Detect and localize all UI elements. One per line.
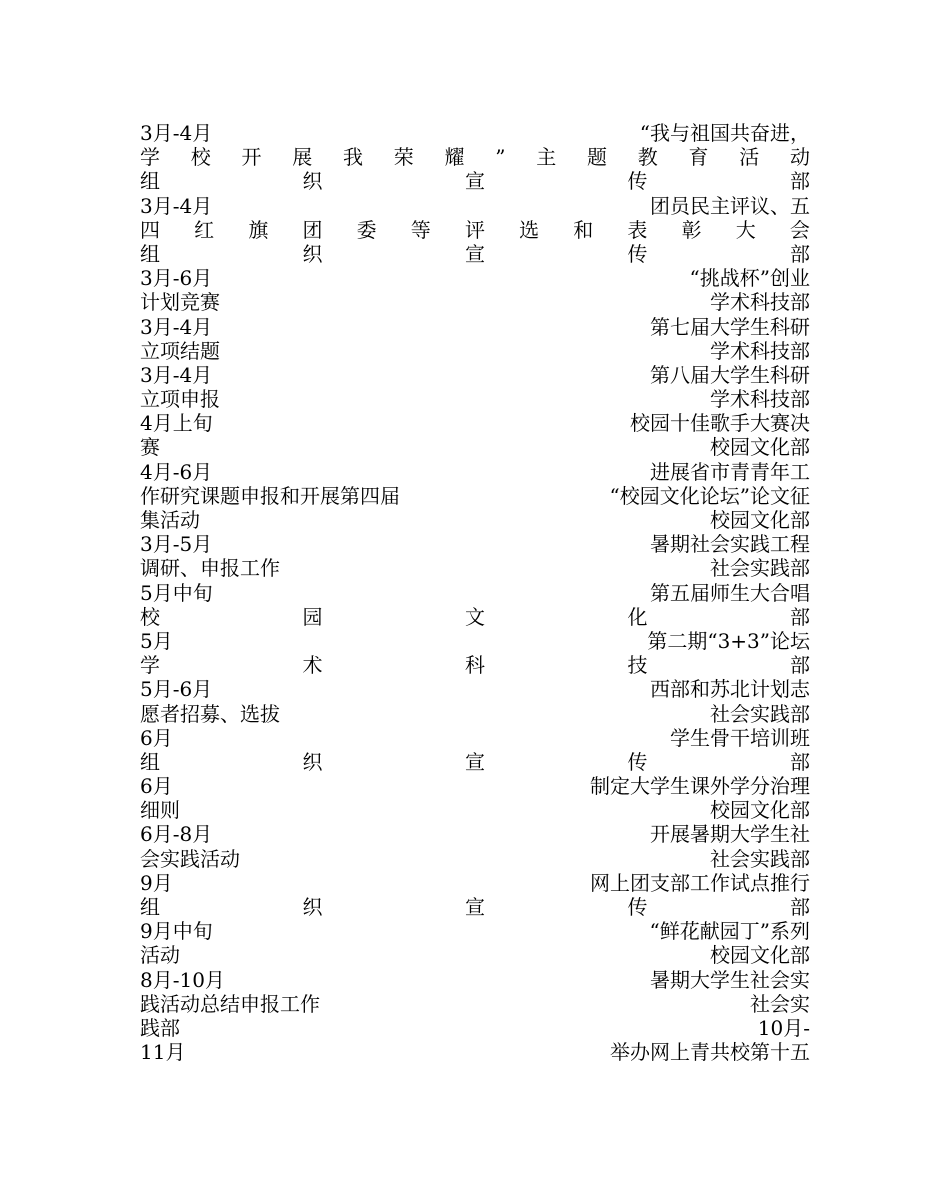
document-body xyxy=(140,121,810,1064)
justified-char: 织 xyxy=(302,241,323,266)
line-left-text: 践部 xyxy=(140,1015,180,1040)
text-line xyxy=(140,145,810,169)
justified-char: 开 xyxy=(241,145,262,170)
text-line xyxy=(140,677,810,701)
line-right-text: 第七届大学生科研 xyxy=(650,314,810,339)
justified-char: 部 xyxy=(790,604,810,629)
line-left-text: 9月 xyxy=(140,870,173,895)
text-line xyxy=(140,121,810,145)
line-right-text: 校园十佳歌手大赛决 xyxy=(630,411,810,436)
text-line xyxy=(140,411,810,435)
text-line xyxy=(140,290,810,314)
justified-char: 织 xyxy=(302,895,323,919)
line-left-text: 3月-4月 xyxy=(140,193,213,218)
line-left-text: 3月-6月 xyxy=(140,266,213,291)
text-line xyxy=(140,1016,810,1040)
text-line xyxy=(140,460,810,484)
line-right-text: 第二期“3+3”论坛 xyxy=(647,628,810,653)
line-left-text: 4月上旬 xyxy=(140,411,213,436)
line-left-text: 5月中旬 xyxy=(140,580,213,605)
text-line xyxy=(140,895,810,919)
text-line xyxy=(140,774,810,798)
text-line xyxy=(140,798,810,822)
line-right-text: 社会实践部 xyxy=(710,556,810,581)
text-line xyxy=(140,750,810,774)
text-line xyxy=(140,702,810,726)
line-right-text: “我与祖国共奋进， xyxy=(639,121,810,145)
justified-char: 团 xyxy=(302,217,323,242)
line-right-text: 开展暑期大学生社 xyxy=(650,822,810,847)
line-left-text: 活动 xyxy=(140,943,180,968)
text-line xyxy=(140,315,810,339)
line-right-text: 第八届大学生科研 xyxy=(650,362,810,387)
justified-line xyxy=(140,605,810,629)
line-left-text: 立项申报 xyxy=(140,387,220,412)
justified-char: 传 xyxy=(627,895,648,919)
justified-char: 部 xyxy=(790,895,810,919)
justified-char: 荣 xyxy=(393,145,414,170)
line-left-text: 3月-5月 xyxy=(140,532,213,557)
text-line xyxy=(140,968,810,992)
line-left-text: 计划竞赛 xyxy=(140,290,220,315)
justified-char: 传 xyxy=(627,749,648,774)
justified-line xyxy=(140,242,810,266)
text-line xyxy=(140,508,810,532)
text-line xyxy=(140,435,810,459)
text-line xyxy=(140,484,810,508)
justified-char: 文 xyxy=(465,604,485,629)
text-line xyxy=(140,194,810,218)
justified-char: 部 xyxy=(790,749,810,774)
justified-char: 会 xyxy=(789,217,810,242)
line-left-text: 3月-4月 xyxy=(140,362,213,387)
text-line xyxy=(140,653,810,677)
line-left-text: 赛 xyxy=(140,435,160,460)
line-left-text: 8月-10月 xyxy=(140,967,225,992)
line-right-text: “校园文化论坛”论文征 xyxy=(609,483,810,508)
line-left-text: 9月中旬 xyxy=(140,919,213,944)
justified-line xyxy=(140,169,810,193)
line-right-text: 西部和苏北计划志 xyxy=(650,677,810,702)
text-line xyxy=(140,387,810,411)
line-left-text: 6月 xyxy=(140,774,173,799)
justified-char: 表 xyxy=(627,217,648,242)
line-left-text: 愿者招募、选拔 xyxy=(140,701,280,726)
justified-char: 宣 xyxy=(465,749,485,774)
text-line xyxy=(140,605,810,629)
text-line xyxy=(140,871,810,895)
justified-char: 科 xyxy=(465,653,485,678)
text-line xyxy=(140,242,810,266)
line-right-text: 制定大学生课外学分治理 xyxy=(590,774,810,799)
justified-line xyxy=(140,145,810,169)
justified-char: ” xyxy=(495,145,506,170)
line-right-text: 暑期大学生社会实 xyxy=(650,967,810,992)
justified-char: 育 xyxy=(688,145,709,170)
text-line xyxy=(140,581,810,605)
text-line xyxy=(140,363,810,387)
justified-char: 组 xyxy=(140,241,160,266)
line-right-text: 学术科技部 xyxy=(710,338,810,363)
text-line xyxy=(140,218,810,242)
text-line xyxy=(140,629,810,653)
line-right-text: “鲜花献园丁”系列 xyxy=(649,919,810,944)
line-left-text: 立项结题 xyxy=(140,338,220,363)
line-left-text: 作研究课题申报和开展第四届 xyxy=(140,483,400,508)
text-line xyxy=(140,532,810,556)
line-right-text: 社会实践部 xyxy=(710,701,810,726)
line-right-text: 学术科技部 xyxy=(710,387,810,412)
justified-char: 校 xyxy=(190,145,211,170)
justified-char: 术 xyxy=(302,653,323,678)
line-right-text: 学术科技部 xyxy=(710,290,810,315)
line-left-text: 4月-6月 xyxy=(140,459,213,484)
justified-char: 展 xyxy=(292,145,313,170)
justified-char: 旗 xyxy=(248,217,269,242)
text-line xyxy=(140,556,810,580)
line-right-text: 团员民主评议、五 xyxy=(650,193,810,218)
justified-line xyxy=(140,653,810,677)
line-right-text: “挑战杯”创业 xyxy=(689,266,810,291)
justified-char: 技 xyxy=(627,653,648,678)
justified-char: 园 xyxy=(302,604,323,629)
justified-char: 传 xyxy=(627,241,648,266)
justified-char: 耀 xyxy=(444,145,465,170)
line-left-text: 3月-4月 xyxy=(140,314,213,339)
line-right-text: 社会实践部 xyxy=(710,846,810,871)
justified-char: 委 xyxy=(356,217,377,242)
line-left-text: 践活动总结申报工作 xyxy=(140,991,320,1016)
justified-char: 学 xyxy=(140,653,160,678)
line-left-text: 集活动 xyxy=(140,508,200,532)
line-right-text: 10月- xyxy=(757,1015,810,1040)
justified-char: 和 xyxy=(573,217,594,242)
line-left-text: 调研、申报工作 xyxy=(140,556,280,581)
line-left-text: 5月-6月 xyxy=(140,677,213,702)
line-left-text: 6月-8月 xyxy=(140,822,213,847)
text-line xyxy=(140,943,810,967)
line-right-text: 社会实 xyxy=(750,991,810,1016)
justified-char: 彰 xyxy=(681,217,702,242)
justified-char: 四 xyxy=(140,217,160,242)
text-line xyxy=(140,822,810,846)
justified-char: 评 xyxy=(464,217,485,242)
line-right-text: 校园文化部 xyxy=(710,435,810,460)
text-line xyxy=(140,266,810,290)
justified-char: 学 xyxy=(140,145,160,170)
line-right-text: 学生骨干培训班 xyxy=(670,725,810,750)
text-line xyxy=(140,726,810,750)
justified-char: 教 xyxy=(637,145,658,170)
justified-char: 化 xyxy=(627,604,648,629)
justified-char: 主 xyxy=(536,145,557,170)
line-left-text: 3月-4月 xyxy=(140,121,213,145)
justified-line xyxy=(140,895,810,919)
line-right-text: 网上团支部工作试点推行 xyxy=(590,870,810,895)
justified-line xyxy=(140,750,810,774)
justified-char: 红 xyxy=(194,217,215,242)
line-right-text: 校园文化部 xyxy=(710,508,810,532)
justified-char: 宣 xyxy=(465,895,485,919)
line-right-text: 校园文化部 xyxy=(710,943,810,968)
line-right-text: 进展省市青青年工 xyxy=(650,459,810,484)
justified-char: 组 xyxy=(140,169,160,194)
justified-char: 组 xyxy=(140,749,160,774)
text-line xyxy=(140,847,810,871)
text-line xyxy=(140,919,810,943)
justified-char: 活 xyxy=(739,145,760,170)
line-right-text: 第五届师生大合唱 xyxy=(650,580,810,605)
justified-char: 部 xyxy=(790,169,810,194)
justified-char: 动 xyxy=(789,145,810,170)
line-left-text: 会实践活动 xyxy=(140,846,240,871)
line-right-text: 暑期社会实践工程 xyxy=(650,532,810,557)
line-right-text: 举办网上青共校第十五 xyxy=(610,1040,810,1065)
text-line xyxy=(140,992,810,1016)
line-left-text: 6月 xyxy=(140,725,173,750)
text-line xyxy=(140,1040,810,1064)
justified-char: 传 xyxy=(627,169,648,194)
justified-char: 宣 xyxy=(465,241,485,266)
text-line xyxy=(140,339,810,363)
line-right-text: 校园文化部 xyxy=(710,798,810,823)
justified-char: 选 xyxy=(519,217,540,242)
justified-char: 织 xyxy=(302,169,323,194)
justified-char: 校 xyxy=(140,604,160,629)
text-line xyxy=(140,169,810,193)
line-left-text: 5月 xyxy=(140,628,173,653)
justified-char: 宣 xyxy=(465,169,485,194)
justified-char: 织 xyxy=(302,749,323,774)
justified-char: 我 xyxy=(343,145,363,170)
justified-char: 大 xyxy=(735,217,756,242)
justified-char: 组 xyxy=(140,895,160,919)
justified-char: 等 xyxy=(410,217,431,242)
line-left-text: 11月 xyxy=(140,1040,186,1065)
justified-char: 题 xyxy=(586,145,607,170)
justified-char: 部 xyxy=(790,241,810,266)
line-left-text: 细则 xyxy=(140,798,180,823)
justified-line xyxy=(140,218,810,242)
justified-char: 部 xyxy=(790,653,810,678)
